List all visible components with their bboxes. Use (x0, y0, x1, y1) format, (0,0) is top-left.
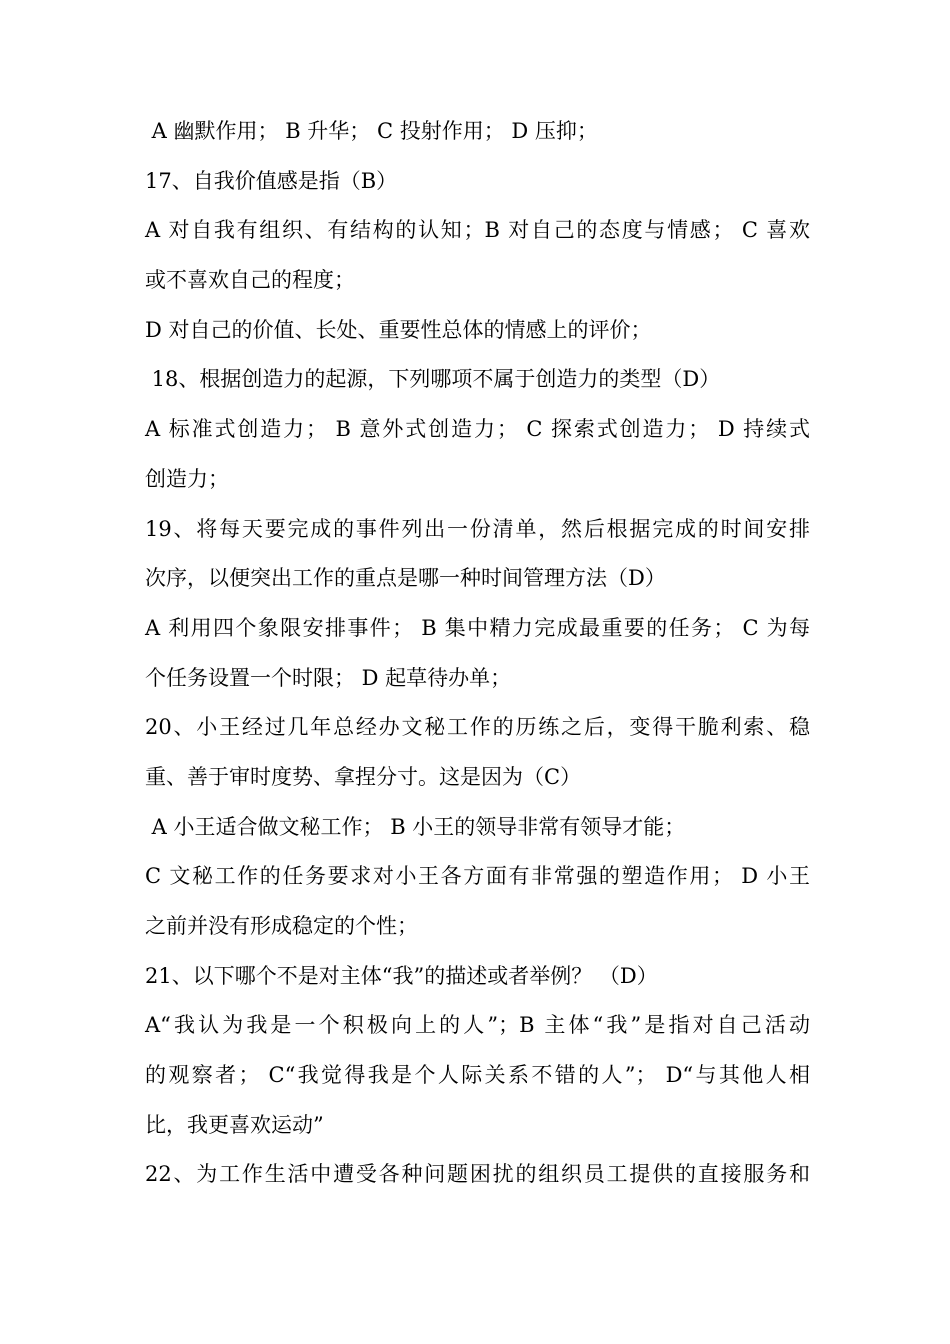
text-line: 之前并没有形成稳定的个性； (145, 914, 418, 938)
text-line: A 利用四个象限安排事件； B 集中精力完成最重要的任务； C 为每 (145, 615, 810, 640)
text-line: A 对自我有组织、有结构的认知；B 对自己的态度与情感； C 喜欢 (145, 218, 810, 243)
text-line: A“我认为我是一个积极向上的人”；B 主体“我”是指对自己活动 (145, 1013, 810, 1038)
text-line: 次序，以便突出工作的重点是哪一种时间管理方法（D） (145, 566, 666, 591)
question-22: 22、为工作生活中遭受各种问题困扰的组织员工提供的直接服务和 (145, 1162, 810, 1187)
question-18: 18、根据创造力的起源，下列哪项不属于创造力的类型（D） (145, 367, 721, 392)
document-body (145, 107, 810, 1200)
text-line: A 标准式创造力； B 意外式创造力； C 探索式创造力； D 持续式 (145, 417, 810, 442)
text-line: 的观察者； C“我觉得我是个人际关系不错的人”； D“与其他人相 (145, 1063, 810, 1088)
text-line: A 幽默作用； B 升华； C 投射作用； D 压抑； (145, 119, 598, 143)
text-line: 创造力； (145, 466, 229, 491)
text-line: 个任务设置一个时限； D 起草待办单； (145, 665, 512, 690)
text-line: 比，我更喜欢运动” (145, 1112, 324, 1137)
question-17: 17、自我价值感是指（B） (145, 168, 398, 193)
question-19: 19、将每天要完成的事件列出一份清单，然后根据完成的时间安排 (145, 516, 810, 541)
text-line: D 对自己的价值、长处、重要性总体的情感上的评价； (145, 317, 652, 342)
text-line: 重、善于审时度势、拿捏分寸。这是因为（C） (145, 764, 582, 789)
question-21: 21、以下哪个不是对主体“我”的描述或者举例？ （D） (145, 963, 658, 988)
question-20: 20、小王经过几年总经办文秘工作的历练之后，变得干脆利索、稳 (145, 715, 810, 740)
text-line: A 小王适合做文秘工作； B 小王的领导非常有领导才能； (145, 814, 686, 839)
text-line: C 文秘工作的任务要求对小王各方面有非常强的塑造作用； D 小王 (145, 864, 810, 889)
text-line: 或不喜欢自己的程度； (145, 268, 355, 293)
